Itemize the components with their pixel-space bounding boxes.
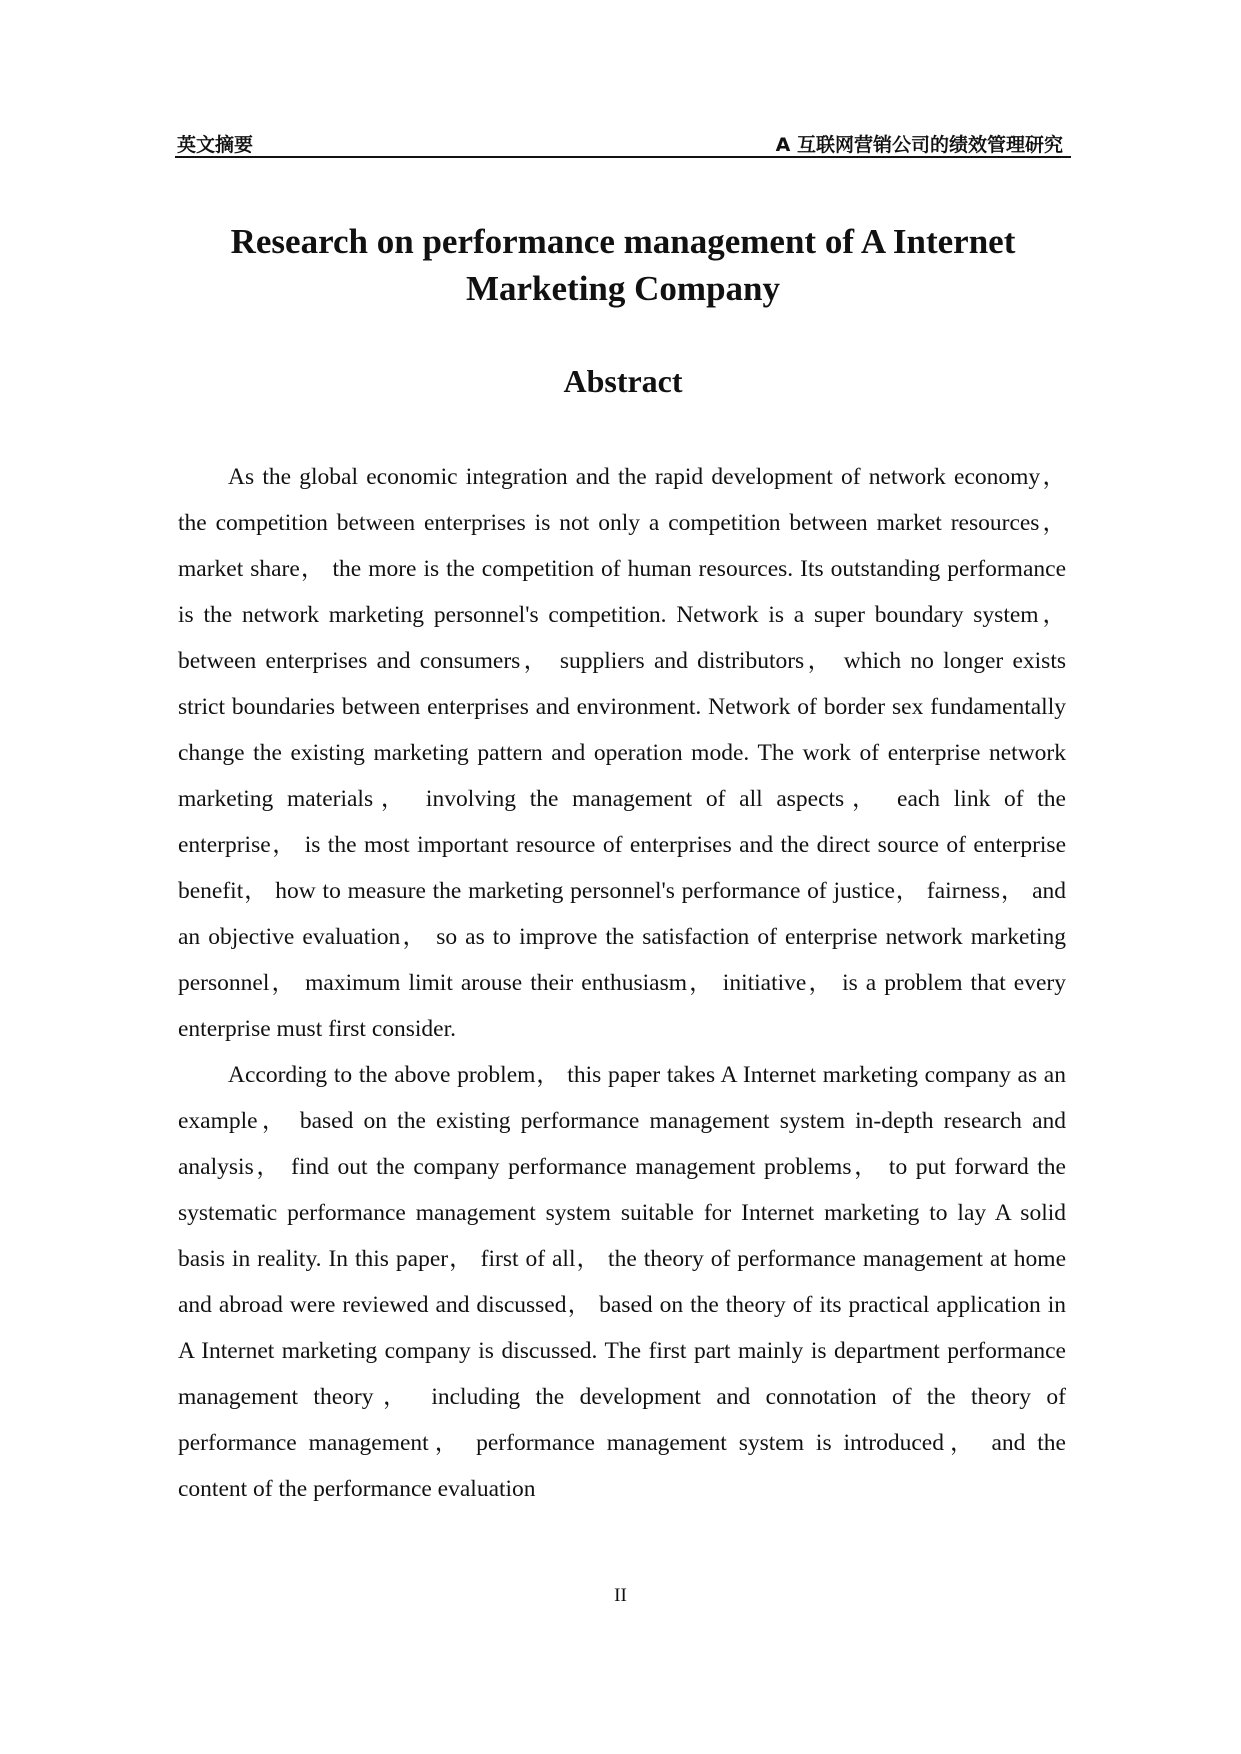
running-header	[175, 130, 1071, 158]
paper-title: Research on performance management of A Internet Marketing Company	[230, 222, 1016, 308]
page-number: II	[614, 1585, 627, 1606]
header-thesis-title: A 互联网营销公司的绩效管理研究	[775, 134, 1063, 156]
abstract-heading: Abstract	[563, 363, 683, 399]
abstract-paragraph-2: According to the above problem， this paper takes A Internet marketing company as an example， based on the existing performance management system in-depth research and analysis， find out the company performance management problems， to put forward the systematic performance management system suitable for Internet marketing to lay A solid basis in reality. In this paper， first of all， the theory of performance management at home and abroad were reviewed and discussed， based on the theory of its practical application in A Internet marketing company is discussed. The first part mainly is department performance management theory， including the development and connotation of the theory of performance management， performance management system is introduced， and the content of the performance evaluation	[178, 1062, 1066, 1502]
header-section-label: 英文摘要	[177, 134, 254, 156]
abstract-body	[178, 454, 1066, 1512]
abstract-paragraph-1: As the global economic integration and the rapid development of network economy， the competition between enterprises is not only a competition between market resources， market share， the more is the competition of human resources. Its outstanding performance is the network marketing personnel's competition. Network is a super boundary system， between enterprises and consumers， suppliers and distributors， which no longer exists strict boundaries between enterprises and environment. Network of border sex fundamentally change the existing marketing pattern and operation mode. The work of enterprise network marketing materials， involving the management of all aspects， each link of the enterprise， is the most important resource of enterprises and the direct source of enterprise benefit， how to measure the marketing personnel's performance of justice， fairness， and an objective evaluation， so as to improve the satisfaction of enterprise network marketing personnel， maximum limit arouse their enthusiasm， initiative， is a problem that every enterprise must first consider.	[178, 464, 1066, 1042]
